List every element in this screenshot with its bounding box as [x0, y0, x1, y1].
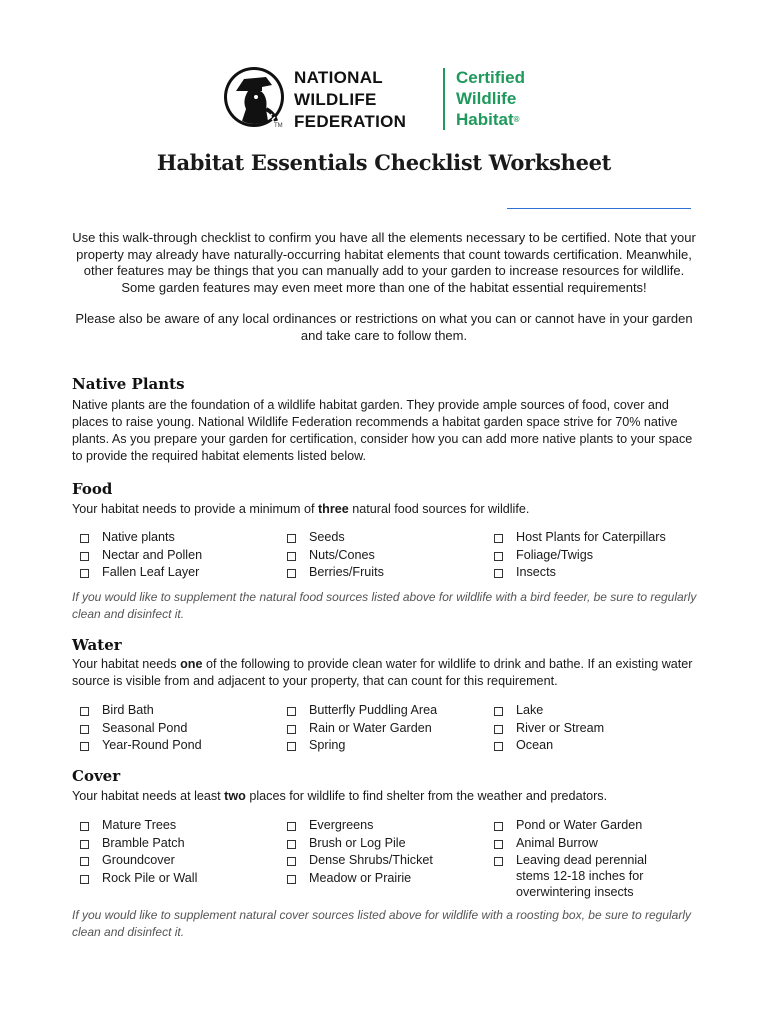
water-checkbox-item[interactable] — [280, 702, 437, 720]
checkbox-label: Ocean — [516, 738, 554, 752]
checkbox-icon[interactable] — [80, 875, 89, 884]
checkbox-icon[interactable] — [287, 569, 296, 578]
checkbox-label: Rock Pile or Wall — [102, 870, 198, 885]
checkbox-icon[interactable] — [80, 569, 89, 578]
name-entry-line[interactable] — [507, 208, 691, 209]
food-text-end: natural food sources for wildlife. — [348, 502, 530, 516]
cover-requirement-text — [72, 788, 702, 805]
logo-divider — [443, 68, 445, 130]
food-checkbox-item[interactable] — [73, 547, 202, 565]
checkbox-label: Mature Trees — [102, 818, 177, 832]
cover-text-end: places for wildlife to find shelter from the weather and predators. — [245, 789, 608, 803]
checkbox-label: Bramble Patch — [102, 835, 185, 850]
food-checkbox-item[interactable] — [280, 547, 384, 565]
checkbox-icon[interactable] — [287, 725, 296, 734]
checkbox-label: Butterfly Puddling Area — [309, 703, 438, 717]
food-text-start: Your habitat needs to provide a minimum of — [72, 502, 318, 516]
checkbox-label: Bird Bath — [102, 703, 154, 717]
checkbox-label: Foliage/Twigs — [516, 547, 593, 562]
checkbox-icon[interactable] — [494, 742, 503, 751]
food-checkbox-item[interactable] — [73, 529, 202, 547]
native-plants-text: Native plants are the foundation of a wildlife habitat garden. They provide ample sources of food, cover and places to raise young. National Wildlife Federation recommends a habitat garden space strive for 70% native plants. As you prepare your garden for certification, consider how you can add more native plants to your space to provide the required habitat elements listed below. — [72, 398, 693, 463]
cert-line-1: Certified — [456, 68, 525, 87]
native-plants-heading: Native Plants — [72, 375, 185, 393]
certified-wildlife-habitat-wordmark — [456, 67, 525, 130]
cert-line-3: Habitat — [456, 110, 514, 129]
water-text-end: of the following to provide clean water for wildlife to drink and bathe. If an existing water source is visible from and adjacent to your property, that can count for this requirement. — [72, 657, 693, 688]
checkbox-label: Brush or Log Pile — [309, 835, 406, 850]
cover-checkbox-item[interactable] — [73, 852, 197, 870]
water-checklist-col1 — [73, 702, 202, 755]
cover-checkbox-item[interactable] — [487, 835, 676, 853]
wordmark-line-1: NATIONAL — [294, 68, 383, 87]
cover-checkbox-item[interactable] — [73, 835, 197, 853]
checkbox-icon[interactable] — [80, 840, 89, 849]
cover-text-bold: two — [224, 789, 246, 803]
food-heading: Food — [72, 480, 113, 498]
cover-checkbox-item[interactable] — [280, 817, 433, 835]
checkbox-label: Host Plants for Caterpillars — [516, 530, 666, 544]
food-checklist-col2 — [280, 529, 384, 582]
checkbox-icon[interactable] — [80, 552, 89, 561]
checkbox-icon[interactable] — [494, 840, 503, 849]
food-checkbox-item[interactable] — [73, 564, 202, 582]
checkbox-label: Nuts/Cones — [309, 547, 375, 562]
checkbox-label: Berries/Fruits — [309, 565, 384, 579]
checkbox-icon[interactable] — [287, 857, 296, 866]
checkbox-icon[interactable] — [80, 822, 89, 831]
water-checkbox-item[interactable] — [487, 720, 604, 738]
checkbox-label: Spring — [309, 738, 346, 752]
checkbox-icon[interactable] — [287, 534, 296, 543]
cover-checklist-col2 — [280, 817, 433, 887]
checkbox-icon[interactable] — [80, 857, 89, 866]
checkbox-icon[interactable] — [494, 569, 503, 578]
food-checklist-col1 — [73, 529, 202, 582]
water-checklist-col3 — [487, 702, 604, 755]
registered-mark: ® — [513, 115, 520, 124]
checkbox-label: Lake — [516, 703, 544, 717]
food-checklist-col3 — [487, 529, 666, 582]
food-checkbox-item[interactable] — [487, 564, 666, 582]
cover-checkbox-item[interactable] — [280, 835, 433, 853]
checkbox-label: Meadow or Prairie — [309, 870, 412, 885]
cover-checkbox-item[interactable] — [487, 817, 676, 835]
checkbox-label: Dense Shrubs/Thicket — [309, 853, 433, 867]
water-checkbox-item[interactable] — [487, 737, 604, 755]
cover-checkbox-item[interactable] — [280, 852, 433, 870]
water-checkbox-item[interactable] — [73, 720, 202, 738]
food-checkbox-item[interactable] — [280, 564, 384, 582]
checkbox-label: Groundcover — [102, 853, 175, 867]
nwf-raccoon-logo-icon — [222, 65, 286, 129]
food-checkbox-item[interactable] — [487, 547, 666, 565]
water-text-bold: one — [180, 657, 203, 671]
checkbox-label: River or Stream — [516, 720, 605, 735]
wordmark-line-2: WILDLIFE — [294, 90, 377, 109]
food-feeder-note: If you would like to supplement the natural food sources listed above for wildlife with a bird feeder, be sure to regularly clean and disinfect it. — [72, 590, 697, 621]
water-heading: Water — [72, 636, 122, 654]
checkbox-icon[interactable] — [80, 534, 89, 543]
checkbox-label: Rain or Water Garden — [309, 720, 432, 735]
checkbox-label: Fallen Leaf Layer — [102, 565, 200, 579]
page-title: Habitat Essentials Checklist Worksheet — [156, 150, 612, 175]
food-requirement-text — [72, 501, 702, 518]
checkbox-icon[interactable] — [494, 707, 503, 716]
water-checkbox-item[interactable] — [73, 737, 202, 755]
water-checkbox-item[interactable] — [487, 702, 604, 720]
checkbox-icon[interactable] — [80, 742, 89, 751]
checkbox-label: Year-Round Pond — [102, 738, 202, 752]
intro-paragraph-1: Use this walk-through checklist to confirm you have all the elements necessary to be certified. Note that your property may already have naturally-occurring habitat elements that count towards certification. Meanwhile, other features may be things that you can manually add to your garden to increase resources for wildlife. Some garden features may even meet more than one of the habitat essential requirements! — [72, 230, 696, 295]
checkbox-icon[interactable] — [287, 840, 296, 849]
checkbox-icon[interactable] — [287, 875, 296, 884]
checkbox-label: Nectar and Pollen — [102, 547, 203, 562]
cover-checkbox-item[interactable] — [73, 870, 197, 888]
intro-paragraph-2: Please also be aware of any local ordinances or restrictions on what you can or cannot have in your garden and take care to follow them. — [75, 311, 693, 343]
cert-line-2: Wildlife — [456, 89, 517, 108]
header — [0, 60, 768, 140]
checkbox-icon[interactable] — [287, 822, 296, 831]
wordmark-line-3: FEDERATION — [294, 112, 407, 131]
checkbox-label: Evergreens — [309, 818, 374, 832]
checkbox-icon[interactable] — [287, 552, 296, 561]
checkbox-icon[interactable] — [80, 725, 89, 734]
checkbox-icon[interactable] — [494, 534, 503, 543]
cover-heading: Cover — [72, 767, 121, 785]
water-checklist-col2 — [280, 702, 437, 755]
food-text-bold: three — [317, 502, 349, 516]
cover-checkbox-item[interactable] — [487, 852, 676, 900]
checkbox-label: Seeds — [309, 530, 345, 544]
cover-checkbox-item[interactable] — [73, 817, 197, 835]
cover-checklist-col1 — [73, 817, 197, 887]
checkbox-icon[interactable] — [494, 822, 503, 831]
trademark-mark: TM — [274, 123, 283, 129]
checkbox-icon[interactable] — [287, 742, 296, 751]
cover-checkbox-item[interactable] — [280, 870, 433, 888]
water-checkbox-item[interactable] — [73, 702, 202, 720]
checkbox-icon[interactable] — [494, 725, 503, 734]
cover-roosting-note: If you would like to supplement natural cover sources listed above for wildlife with a roosting box, be sure to regularly clean and disinfect it. — [72, 908, 691, 939]
checkbox-label: Insects — [516, 565, 556, 579]
checkbox-icon[interactable] — [494, 857, 503, 866]
water-checkbox-item[interactable] — [280, 720, 437, 738]
checkbox-icon[interactable] — [80, 707, 89, 716]
cover-checklist-col3 — [487, 817, 676, 900]
checkbox-label: Seasonal Pond — [102, 720, 188, 735]
cover-text-start: Your habitat needs at least — [72, 789, 225, 803]
checkbox-label: Native plants — [102, 530, 175, 544]
water-requirement-text — [72, 656, 702, 690]
checkbox-label: Leaving dead perennial stems 12-18 inches for overwintering insects — [516, 853, 647, 899]
food-checkbox-item[interactable] — [487, 529, 666, 547]
water-text-start: Your habitat needs — [72, 657, 181, 671]
checkbox-icon[interactable] — [494, 552, 503, 561]
checkbox-label: Animal Burrow — [516, 835, 598, 850]
checkbox-icon[interactable] — [287, 707, 296, 716]
checkbox-label: Pond or Water Garden — [516, 818, 643, 832]
water-checkbox-item[interactable] — [280, 737, 437, 755]
nwf-wordmark — [294, 67, 406, 133]
food-checkbox-item[interactable] — [280, 529, 384, 547]
